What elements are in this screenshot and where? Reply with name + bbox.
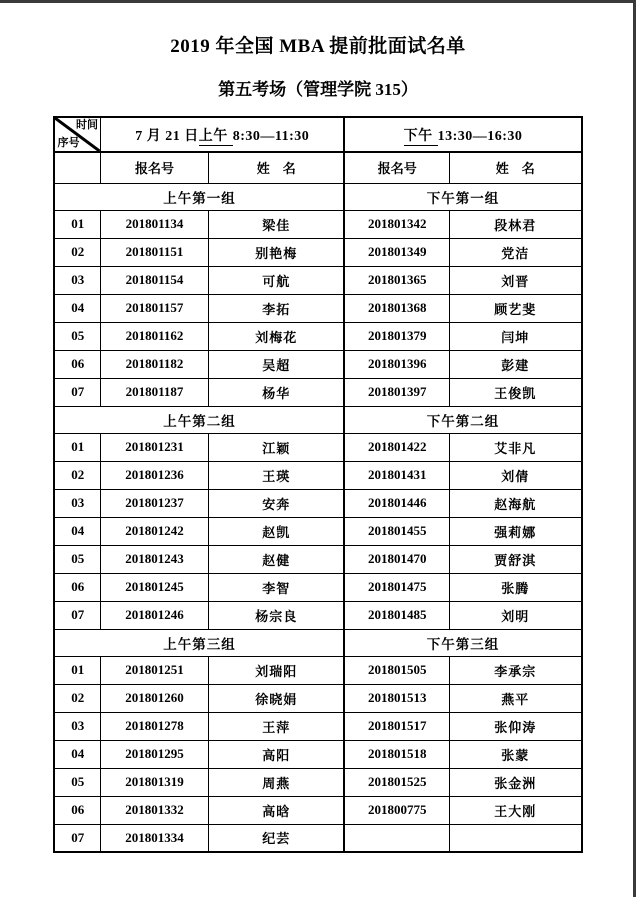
name-am-cell: 王萍 [208, 712, 344, 740]
name-am-cell: 别艳梅 [208, 238, 344, 266]
name-pm-cell: 艾非凡 [449, 433, 581, 461]
reg-no-am-cell: 201801154 [100, 266, 208, 294]
name-am-cell: 高阳 [208, 740, 344, 768]
name-am-cell: 徐晓娟 [208, 684, 344, 712]
table-row [54, 740, 581, 768]
name-pm-cell: 贾舒淇 [449, 545, 581, 573]
name-pm-cell: 李承宗 [449, 656, 581, 684]
table-row [54, 517, 581, 545]
reg-no-am-cell: 201801237 [100, 489, 208, 517]
seq-cell: 07 [54, 601, 100, 629]
reg-no-am-cell: 201801278 [100, 712, 208, 740]
seq-cell: 02 [54, 684, 100, 712]
table-row [54, 322, 581, 350]
seq-cell: 04 [54, 294, 100, 322]
screen-edge-top [0, 0, 636, 3]
table-row [54, 768, 581, 796]
name-pm-cell: 张金洲 [449, 768, 581, 796]
group-label-pm: 下午第三组 [344, 629, 581, 656]
name-am-cell: 杨宗良 [208, 601, 344, 629]
reg-no-pm-cell: 201801396 [344, 350, 449, 378]
reg-no-pm-cell: 201801446 [344, 489, 449, 517]
reg-no-pm-cell: 201801368 [344, 294, 449, 322]
group-label-am: 上午第三组 [54, 629, 344, 656]
seq-cell: 02 [54, 238, 100, 266]
column-header-row [54, 152, 581, 183]
reg-no-pm-cell: 201801485 [344, 601, 449, 629]
name-am-cell: 杨华 [208, 378, 344, 406]
seq-cell: 02 [54, 461, 100, 489]
seq-cell: 03 [54, 712, 100, 740]
table-row [54, 656, 581, 684]
reg-no-am-cell: 201801295 [100, 740, 208, 768]
table-row [54, 796, 581, 824]
name-am-cell: 梁佳 [208, 210, 344, 238]
table-row [54, 573, 581, 601]
group-label-am: 上午第一组 [54, 183, 344, 210]
group-header-row [54, 629, 581, 656]
reg-no-pm-cell: 201800775 [344, 796, 449, 824]
reg-no-pm-cell: 201801513 [344, 684, 449, 712]
name-am-cell: 李智 [208, 573, 344, 601]
session-am-time: 8:30—11:30 [232, 128, 310, 144]
name-pm-cell: 王大刚 [449, 796, 581, 824]
name-pm-cell: 党洁 [449, 238, 581, 266]
seq-cell: 07 [54, 824, 100, 852]
reg-no-pm-cell: 201801342 [344, 210, 449, 238]
group-label-pm: 下午第一组 [344, 183, 581, 210]
reg-no-am-cell: 201801334 [100, 824, 208, 852]
name-am-cell: 可航 [208, 266, 344, 294]
reg-no-am-cell: 201801245 [100, 573, 208, 601]
session-am-cell [100, 117, 344, 152]
reg-no-pm-cell: 201801455 [344, 517, 449, 545]
session-pm-label: 下午 [404, 129, 438, 146]
reg-no-pm-cell: 201801397 [344, 378, 449, 406]
group-header-row [54, 183, 581, 210]
seq-cell: 04 [54, 517, 100, 545]
session-am-label: 上午 [199, 129, 233, 146]
name-am-cell: 刘瑞阳 [208, 656, 344, 684]
name-am-cell: 赵凯 [208, 517, 344, 545]
group-header-row [54, 406, 581, 433]
reg-no-am-cell: 201801319 [100, 768, 208, 796]
seq-cell: 03 [54, 489, 100, 517]
reg-no-am-cell: 201801162 [100, 322, 208, 350]
reg-no-am-cell: 201801134 [100, 210, 208, 238]
reg-no-pm-cell: 201801431 [344, 461, 449, 489]
table-row [54, 266, 581, 294]
seq-cell: 07 [54, 378, 100, 406]
corner-cell [54, 117, 100, 152]
reg-no-pm-cell: 201801422 [344, 433, 449, 461]
name-pm-cell: 段林君 [449, 210, 581, 238]
reg-no-pm-cell: 201801470 [344, 545, 449, 573]
reg-no-am-cell: 201801243 [100, 545, 208, 573]
reg-no-am-cell: 201801182 [100, 350, 208, 378]
table-row [54, 378, 581, 406]
table-row [54, 433, 581, 461]
reg-no-pm-cell: 201801517 [344, 712, 449, 740]
name-pm-cell: 张蒙 [449, 740, 581, 768]
col-header-reg-am: 报名号 [100, 152, 208, 183]
reg-no-am-cell: 201801242 [100, 517, 208, 545]
name-am-cell: 王瑛 [208, 461, 344, 489]
corner-label-seq: 序号 [57, 137, 80, 149]
col-header-name-pm: 姓 名 [449, 152, 581, 183]
name-am-cell: 周燕 [208, 768, 344, 796]
seq-cell: 06 [54, 573, 100, 601]
reg-no-pm-cell [344, 824, 449, 852]
seq-cell: 01 [54, 656, 100, 684]
table-row [54, 684, 581, 712]
reg-no-pm-cell: 201801518 [344, 740, 449, 768]
name-pm-cell: 彭建 [449, 350, 581, 378]
name-pm-cell: 刘倩 [449, 461, 581, 489]
name-am-cell: 赵健 [208, 545, 344, 573]
table-row [54, 601, 581, 629]
seq-cell: 06 [54, 796, 100, 824]
table-row [54, 210, 581, 238]
seq-cell: 04 [54, 740, 100, 768]
table-row [54, 545, 581, 573]
name-am-cell: 安奔 [208, 489, 344, 517]
table-row [54, 461, 581, 489]
name-pm-cell: 燕平 [449, 684, 581, 712]
table-row [54, 238, 581, 266]
reg-no-am-cell: 201801187 [100, 378, 208, 406]
reg-no-am-cell: 201801246 [100, 601, 208, 629]
seq-cell: 01 [54, 210, 100, 238]
reg-no-pm-cell: 201801349 [344, 238, 449, 266]
page-subtitle: 第五考场（管理学院 315） [218, 80, 418, 99]
name-pm-cell: 刘明 [449, 601, 581, 629]
col-header-name-am: 姓 名 [208, 152, 344, 183]
seq-cell: 01 [54, 433, 100, 461]
name-pm-cell: 刘晋 [449, 266, 581, 294]
name-pm-cell: 张腾 [449, 573, 581, 601]
reg-no-pm-cell: 201801379 [344, 322, 449, 350]
reg-no-am-cell: 201801151 [100, 238, 208, 266]
table-row [54, 350, 581, 378]
table-row [54, 489, 581, 517]
group-label-am: 上午第二组 [54, 406, 344, 433]
corner-label-time: 时间 [75, 119, 98, 131]
session-pm-time: 13:30—16:30 [437, 128, 523, 144]
col-header-reg-pm: 报名号 [344, 152, 449, 183]
seq-cell: 05 [54, 322, 100, 350]
table-body [54, 117, 581, 852]
reg-no-am-cell: 201801157 [100, 294, 208, 322]
seq-cell: 03 [54, 266, 100, 294]
reg-no-am-cell: 201801231 [100, 433, 208, 461]
session-pm-cell [344, 117, 581, 152]
name-pm-cell: 闫坤 [449, 322, 581, 350]
name-am-cell: 纪芸 [208, 824, 344, 852]
seq-cell: 05 [54, 768, 100, 796]
name-pm-cell [449, 824, 581, 852]
reg-no-am-cell: 201801236 [100, 461, 208, 489]
reg-no-pm-cell: 201801365 [344, 266, 449, 294]
name-pm-cell: 赵海航 [449, 489, 581, 517]
name-am-cell: 江颖 [208, 433, 344, 461]
seq-cell: 06 [54, 350, 100, 378]
name-am-cell: 高晗 [208, 796, 344, 824]
name-am-cell: 李拓 [208, 294, 344, 322]
session-am-date: 7 月 21 日 [135, 128, 199, 144]
name-pm-cell: 张仰涛 [449, 712, 581, 740]
name-pm-cell: 强莉娜 [449, 517, 581, 545]
table-row [54, 712, 581, 740]
reg-no-pm-cell: 201801525 [344, 768, 449, 796]
time-header-row [54, 117, 581, 152]
reg-no-pm-cell: 201801505 [344, 656, 449, 684]
page-title: 2019 年全国 MBA 提前批面试名单 [170, 36, 466, 57]
name-am-cell: 吴超 [208, 350, 344, 378]
name-am-cell: 刘梅花 [208, 322, 344, 350]
reg-no-am-cell: 201801260 [100, 684, 208, 712]
name-pm-cell: 王俊凯 [449, 378, 581, 406]
name-pm-cell: 顾艺斐 [449, 294, 581, 322]
table-row [54, 294, 581, 322]
seq-header-empty-cell [54, 152, 100, 183]
group-label-pm: 下午第二组 [344, 406, 581, 433]
roster-table [53, 116, 582, 853]
seq-cell: 05 [54, 545, 100, 573]
reg-no-pm-cell: 201801475 [344, 573, 449, 601]
reg-no-am-cell: 201801332 [100, 796, 208, 824]
reg-no-am-cell: 201801251 [100, 656, 208, 684]
table-row [54, 824, 581, 852]
